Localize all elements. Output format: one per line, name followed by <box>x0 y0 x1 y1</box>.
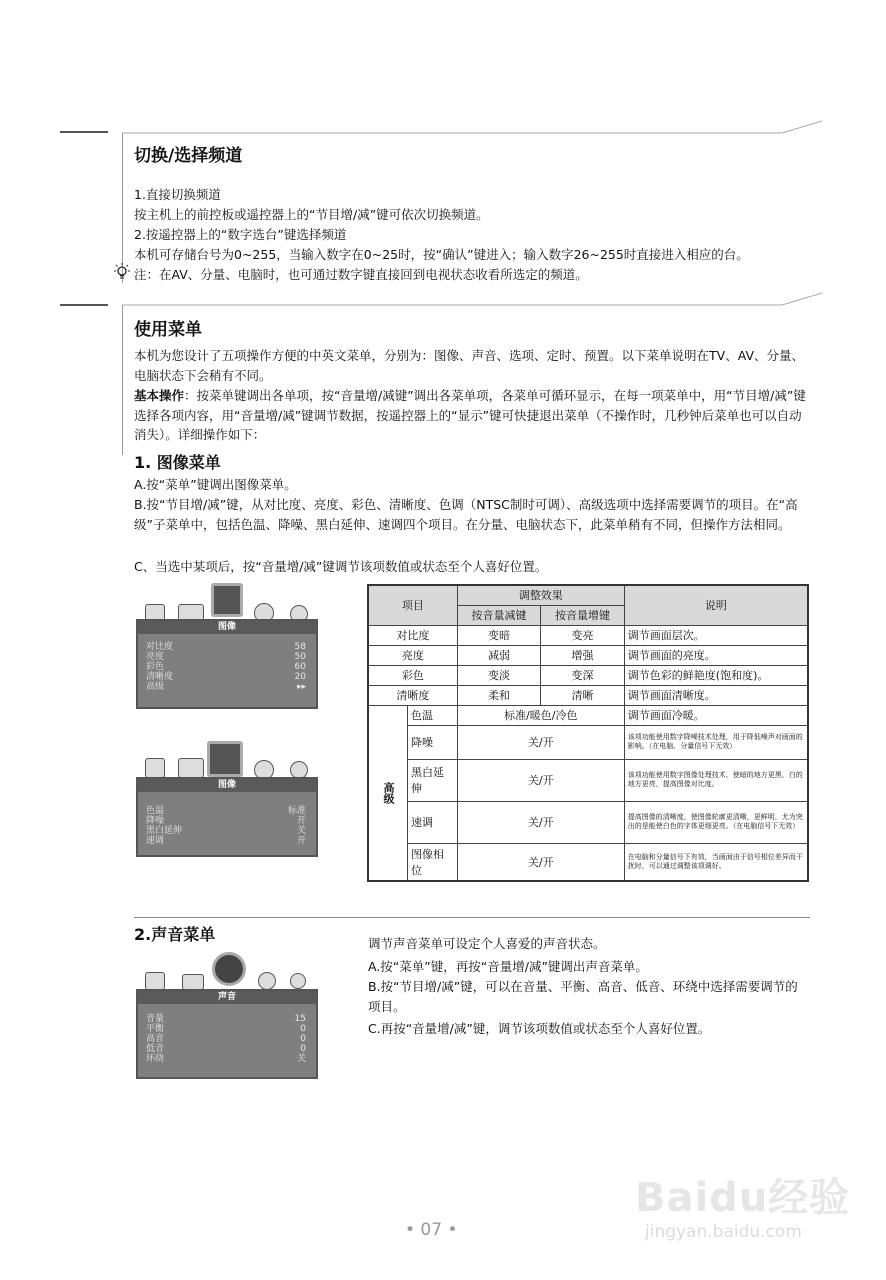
header-divider-1 <box>122 133 123 283</box>
section2-basic <box>134 386 810 445</box>
osd-row-value: 20 <box>294 672 306 682</box>
cell-item: 亮度 <box>368 645 457 665</box>
osd-row-value: 60 <box>294 662 306 672</box>
cell-value: 关/开 <box>457 759 624 801</box>
section1-title: 切换/选择频道 <box>134 146 243 166</box>
osd-row-label: 低音 <box>146 1044 165 1054</box>
cell-item: 色温 <box>408 705 458 725</box>
osd-row-value: 15 <box>294 1014 306 1024</box>
image-icon-2 <box>145 758 165 778</box>
watermark-logo: Baidu经验 <box>635 1175 851 1221</box>
osd-row-label: 亮度 <box>146 652 165 662</box>
image-icon-3 <box>145 972 165 990</box>
section2-intro: 本机为您设计了五项操作方便的中英文菜单，分别为：图像、声音、选项、定时、预置。以下菜单说明在TV、AV、分量、电脑状态下会稍有不同。 <box>134 348 804 383</box>
cell-dec: 柔和 <box>457 685 540 705</box>
tv-icon-3 <box>182 974 204 990</box>
osd-row-value: 50 <box>294 652 306 662</box>
osd-row-label: 对比度 <box>146 642 174 652</box>
cell-desc: 该项功能使用数字图像处理技术，使暗的地方更黑，白的地方更亮，提高图像对比度。 <box>624 759 808 801</box>
osd-sound-menu <box>136 989 318 1079</box>
osd-row-label: 色温 <box>146 806 165 816</box>
cell-desc: 调节画面层次。 <box>624 625 808 645</box>
cell-item: 图像相位 <box>408 843 458 881</box>
osd-row <box>138 836 316 846</box>
cell-advanced-label: 高级 <box>368 705 408 881</box>
header-desc: 说明 <box>624 585 808 625</box>
cell-inc: 变深 <box>541 665 624 685</box>
bulb-icon <box>112 262 132 282</box>
header-divider-2 <box>122 305 123 455</box>
cell-item: 降噪 <box>408 725 458 759</box>
tv-icon-selected-2 <box>207 741 243 777</box>
section1-line4: 本机可存储台号为0~255，当输入数字在0~25时，按“确认”键进入；输入数字26~255时直接进入相应的台。 <box>134 247 749 262</box>
sound-icon-2 <box>178 758 204 778</box>
table-row <box>368 843 808 881</box>
globe-icon-3 <box>290 973 306 989</box>
image-menu-b: B.按“节目增/减”键，从对比度、亮度、彩色、清晰度、色调（NTSC制时可调）、高级选项中选择需要调节的项目。在“高级”子菜单中，包括色温、降噪、黑白延伸、速调四个项目。在分量、电脑状态下，此菜单稍有不同，但操作方法相同。 <box>134 497 798 532</box>
cell-item: 对比度 <box>368 625 457 645</box>
osd-row <box>138 642 316 652</box>
osd-row-value: 58 <box>294 642 306 652</box>
cell-desc: 调节画面清晰度。 <box>624 685 808 705</box>
cell-dec: 减弱 <box>457 645 540 665</box>
cell-desc: 调节画面冷暖。 <box>624 705 808 725</box>
header-rule-1 <box>60 131 108 133</box>
osd-row-label: 速调 <box>146 836 165 846</box>
header-inc: 按音量增键 <box>541 605 624 625</box>
header-rule-2 <box>60 304 108 306</box>
cell-desc: 该项功能使用数字降噪技术处理，用于降低噪声对画面的影响。（在电脑、分量信号下无效） <box>624 725 808 759</box>
table-row <box>368 665 808 685</box>
speaker-icon-3 <box>258 972 276 990</box>
osd-row <box>138 682 316 692</box>
cell-item: 黑白延伸 <box>408 759 458 801</box>
cell-value: 关/开 <box>457 725 624 759</box>
image-menu-c: C、当选中某项后，按“音量增/减”键调节该项数值或状态至个人喜好位置。 <box>134 559 548 574</box>
image-menu-title: 1. 图像菜单 <box>134 453 221 472</box>
sound-menu-l1: 调节声音菜单可设定个人喜爱的声音状态。 <box>368 936 606 951</box>
image-menu-a: A.按“菜单”键调出图像菜单。 <box>134 477 297 492</box>
cell-dec: 变淡 <box>457 665 540 685</box>
osd-row-value: ▸▸ <box>296 682 306 692</box>
table-row <box>368 645 808 665</box>
cell-value: 关/开 <box>457 843 624 881</box>
osd-row-value: 0 <box>300 1044 306 1054</box>
section2-title: 使用菜单 <box>134 320 202 340</box>
header-line-1 <box>122 118 827 138</box>
osd-row-label: 彩色 <box>146 662 165 672</box>
watermark-url: jingyan.baidu.com <box>645 1222 802 1242</box>
tv-icon-selected-1 <box>211 583 243 617</box>
table-row <box>368 705 808 725</box>
table-row <box>368 725 808 759</box>
header-effect: 调整效果 <box>457 585 624 605</box>
cell-desc: 提高图像的清晰度，使图像轮廓更清晰，更鲜明，尤为突出的是能使白色的字体更细更亮。（在电脑信号下无效） <box>624 801 808 843</box>
osd-row-value: 关 <box>296 826 306 836</box>
cell-value: 关/开 <box>457 801 624 843</box>
osd-row <box>138 652 316 662</box>
speaker-icon-selected <box>212 952 246 986</box>
osd-row-label: 高级 <box>146 682 165 692</box>
cell-inc: 变亮 <box>541 625 624 645</box>
section1-line2: 按主机上的前控板或遥控器上的“节目增/减”键可依次切换频道。 <box>134 207 489 222</box>
section1-note: 注：在AV、分量、电脑时，也可通过数字键直接回到电视状态收看所选定的频道。 <box>134 267 588 282</box>
osd-row <box>138 1014 316 1024</box>
sound-menu-l3: B.按“节目增/减”键，可以在音量、平衡、高音、低音、环绕中选择需要调节的项目。 <box>368 979 798 1014</box>
header-item: 项目 <box>368 585 457 625</box>
table-row <box>368 759 808 801</box>
section1-line1: 1.直接切换频道 <box>134 187 221 202</box>
section1-line3: 2.按遥控器上的“数字选台”键选择频道 <box>134 227 347 242</box>
cell-item: 清晰度 <box>368 685 457 705</box>
cell-inc: 清晰 <box>541 685 624 705</box>
osd-row-value: 开 <box>296 816 306 826</box>
sound-menu-l2: A.按“菜单”键，再按“音量增/减”键调出声音菜单。 <box>368 959 648 974</box>
image-settings-table <box>367 584 809 882</box>
cell-dec: 变暗 <box>457 625 540 645</box>
osd-row <box>138 1044 316 1054</box>
osd-row <box>138 826 316 836</box>
osd-row-label: 音量 <box>146 1014 165 1024</box>
header-line-2 <box>122 290 827 310</box>
cell-inc: 增强 <box>541 645 624 665</box>
osd-row-label: 平衡 <box>146 1024 165 1034</box>
osd-row <box>138 1034 316 1044</box>
osd-row-value: 关 <box>296 1054 306 1064</box>
cell-desc: 调节色彩的鲜艳度(饱和度)。 <box>624 665 808 685</box>
osd-row-label: 降噪 <box>146 816 165 826</box>
osd-row-value: 0 <box>300 1034 306 1044</box>
cell-item: 速调 <box>408 801 458 843</box>
cell-value: 标准/暖色/冷色 <box>457 705 624 725</box>
basic-label: 基本操作 <box>134 388 185 403</box>
osd-row-label: 环绕 <box>146 1054 165 1064</box>
basic-text: ：按菜单键调出各单项，按“音量增/减键”调出各菜单项，各菜单可循环显示，在每一项菜单中，用“节目增/减”键选择各项内容，用“音量增/减”键调节数据，按遥控器上的“显示”键可快捷退出菜单（不操作时，几秒钟后菜单也可以自动消失）。详细操作如下： <box>134 388 806 442</box>
osd-advanced-menu <box>136 777 318 857</box>
osd-row-label: 清晰度 <box>146 672 174 682</box>
cell-desc: 在电脑和分量信号下有效，当画面由于信号相位差异而干扰时，可以通过调整该项调好。 <box>624 843 808 881</box>
table-row <box>368 625 808 645</box>
osd-row-label: 高音 <box>146 1034 165 1044</box>
header-dec: 按音量减键 <box>457 605 540 625</box>
osd-row <box>138 662 316 672</box>
osd-row <box>138 816 316 826</box>
osd-row <box>138 1024 316 1034</box>
cell-item: 彩色 <box>368 665 457 685</box>
osd-title: 图像 <box>138 779 316 792</box>
table-row <box>368 801 808 843</box>
osd-row-value: 0 <box>300 1024 306 1034</box>
page-number: • 07 • <box>405 1220 458 1240</box>
sound-menu-l4: C.再按“音量增/减”键，调节该项数值或状态至个人喜好位置。 <box>368 1021 711 1036</box>
osd-row <box>138 672 316 682</box>
cell-desc: 调节画面的亮度。 <box>624 645 808 665</box>
osd-image-menu <box>136 619 318 709</box>
osd-row <box>138 1054 316 1064</box>
osd-row-value: 开 <box>296 836 306 846</box>
osd-row-label: 黑白延伸 <box>146 826 183 836</box>
osd-row-value: 标准 <box>287 806 306 816</box>
table-row <box>368 685 808 705</box>
osd-row <box>138 806 316 816</box>
sound-menu-title: 2.声音菜单 <box>134 925 216 944</box>
divider <box>134 917 810 918</box>
osd-title: 声音 <box>138 991 316 1004</box>
osd-title: 图像 <box>138 621 316 634</box>
